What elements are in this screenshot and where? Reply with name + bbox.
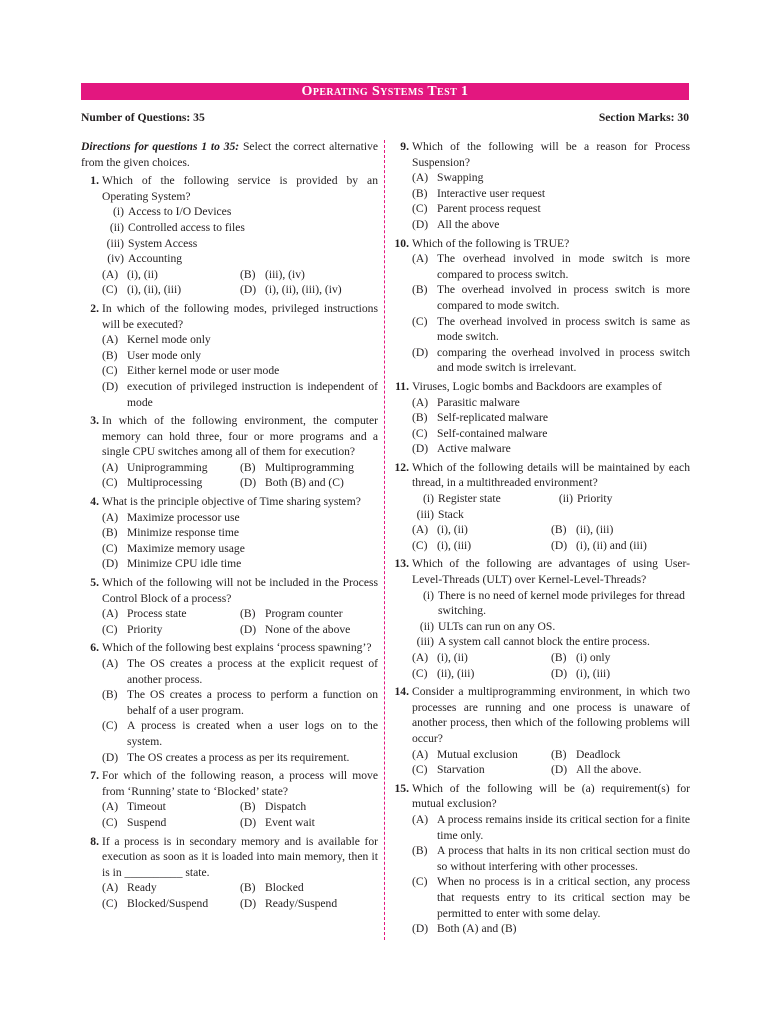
option-text: Minimize response time <box>127 526 240 540</box>
question-text: Viruses, Logic bombs and Backdoors are examples of <box>412 379 662 393</box>
statement-label: (ii) <box>419 619 434 633</box>
option-text: Interactive user request <box>437 186 546 200</box>
option-label: (B) <box>551 747 567 761</box>
option-text: Swapping <box>437 171 484 185</box>
option-row <box>102 267 378 283</box>
option-label: (D) <box>551 538 568 552</box>
statement-item <box>102 251 378 267</box>
option-label: (D) <box>240 476 257 490</box>
option-label: (A) <box>412 523 429 537</box>
option-text: (i), (ii) <box>127 267 158 281</box>
option-text: Maximize processor use <box>127 510 240 524</box>
option-text: Multiprogramming <box>265 460 354 474</box>
right-column <box>391 139 690 937</box>
option-label: (B) <box>240 607 256 621</box>
answer-option <box>102 687 378 718</box>
option-row <box>102 282 378 298</box>
answer-option <box>412 217 690 233</box>
option-row <box>102 460 378 476</box>
option-row <box>102 880 378 896</box>
option-label: (A) <box>102 800 119 814</box>
answer-option <box>240 475 378 491</box>
option-text: (ii), (iii) <box>576 523 614 537</box>
option-text: Program counter <box>265 607 343 621</box>
answer-option <box>102 815 240 831</box>
option-row <box>102 622 378 638</box>
statement-label: (ii) <box>109 220 124 234</box>
option-label: (C) <box>412 666 428 680</box>
option-text: The OS creates a process as per its requirement. <box>127 750 350 764</box>
answer-option <box>102 541 378 557</box>
answer-option <box>412 650 551 666</box>
option-text: A process remains inside its critical section for a finite time only. <box>437 812 690 842</box>
option-text: All the above. <box>576 763 642 777</box>
statement-label: (ii) <box>558 492 573 506</box>
option-text: (i) only <box>576 651 611 664</box>
answer-option <box>240 799 378 815</box>
option-text: (i), (iii) <box>437 538 472 552</box>
answer-option <box>102 896 240 912</box>
answer-option <box>240 896 378 912</box>
statement-text: Priority <box>577 492 613 506</box>
statement-label: (i) <box>113 205 124 219</box>
question-text: In which of the following modes, privileged instructions will be executed? <box>102 301 378 331</box>
question-number: 6. <box>90 641 99 655</box>
option-label: (A) <box>102 333 119 347</box>
option-text: Self-replicated malware <box>437 411 549 425</box>
question-number: 3. <box>90 414 99 428</box>
option-label: (C) <box>412 202 428 216</box>
option-text: The OS creates a process to perform a function on behalf of a user program. <box>127 688 378 717</box>
option-text: Parasitic malware <box>437 395 520 409</box>
answer-option <box>240 622 378 638</box>
option-label: (B) <box>412 283 428 297</box>
option-label: (C) <box>102 476 118 490</box>
question-text: Which of the following will not be included in the Process Control Block of a process? <box>102 576 378 605</box>
option-text: All the above <box>437 217 500 231</box>
option-label: (A) <box>412 747 429 761</box>
statement-item <box>412 619 690 635</box>
option-label: (B) <box>551 523 567 537</box>
option-text: Uniprogramming <box>127 460 208 474</box>
answer-option <box>412 441 690 457</box>
option-label: (D) <box>240 283 257 297</box>
statement-label: (iii) <box>106 236 124 250</box>
statement-item <box>551 491 690 507</box>
statement-text: Controlled access to files <box>128 220 245 234</box>
question-number: 5. <box>90 576 99 590</box>
answer-option <box>102 606 240 622</box>
option-label: (D) <box>240 896 257 910</box>
option-text: Priority <box>127 622 163 636</box>
question-number: 11. <box>395 379 409 393</box>
statement-label: (iii) <box>416 507 434 521</box>
question-number: 15. <box>394 781 409 795</box>
answer-option <box>551 666 690 682</box>
option-text: Event wait <box>265 815 315 829</box>
option-text: Kernel mode only <box>127 333 211 347</box>
option-text: User mode only <box>127 348 202 362</box>
option-label: (C) <box>102 719 118 733</box>
option-label: (B) <box>240 267 256 281</box>
answer-option <box>412 538 551 554</box>
question-number: 4. <box>90 495 99 509</box>
option-text: The overhead involved in process switch is more compared to mode switch. <box>437 283 690 312</box>
left-column <box>81 139 378 912</box>
option-text: Maximize memory usage <box>127 541 245 555</box>
statement-text: ULTs can run on any OS. <box>438 619 556 633</box>
column-divider <box>384 140 385 940</box>
option-label: (B) <box>412 844 428 858</box>
option-label: (B) <box>240 460 256 474</box>
option-label: (C) <box>102 364 118 378</box>
question-item <box>81 413 378 491</box>
option-label: (D) <box>551 763 568 777</box>
directions-text: Select the correct alternative from the given choices. <box>81 140 378 169</box>
option-text: Process state <box>127 607 187 621</box>
answer-option <box>102 348 378 364</box>
option-label: (A) <box>412 812 429 826</box>
question-number: 12. <box>394 460 409 474</box>
option-row <box>412 747 690 763</box>
question-text: Which of the following service is provided by an Operating System? <box>102 174 378 203</box>
answer-option <box>412 843 690 874</box>
option-text: (iii), (iv) <box>265 267 305 281</box>
question-item <box>391 139 690 233</box>
option-label: (A) <box>412 252 429 266</box>
option-text: (i), (ii) <box>437 523 468 537</box>
option-label: (A) <box>412 651 429 664</box>
option-text: Ready <box>127 881 157 895</box>
option-label: (C) <box>102 815 118 829</box>
question-number: 2. <box>90 301 99 315</box>
question-number: 10. <box>394 236 409 250</box>
option-label: (B) <box>412 411 428 425</box>
answer-option <box>102 460 240 476</box>
question-item <box>81 834 378 912</box>
option-text: The OS creates a process at the explicit request of another process. <box>127 657 378 686</box>
answer-option <box>412 747 551 763</box>
option-text: Timeout <box>127 800 166 814</box>
option-label: (D) <box>412 922 429 936</box>
option-text: The overhead involved in mode switch is more compared to process switch. <box>437 252 690 281</box>
answer-option <box>412 395 690 411</box>
statement-label: (iii) <box>416 635 434 649</box>
number-of-questions: Number of Questions: 35 <box>81 111 205 124</box>
option-label: (C) <box>412 314 428 328</box>
answer-option <box>240 606 378 622</box>
left-question-list <box>81 173 378 911</box>
option-row <box>412 538 690 554</box>
option-text: (i), (iii) <box>576 666 611 680</box>
statement-label: (iv) <box>107 252 124 266</box>
option-text: Multiprocessing <box>127 476 203 490</box>
statement-text: System Access <box>128 236 198 250</box>
option-row <box>102 896 378 912</box>
question-text: Which of the following details will be maintained by each thread, in a multithreaded environment? <box>412 460 690 490</box>
question-number: 7. <box>90 769 99 783</box>
answer-option <box>240 282 378 298</box>
answer-option <box>102 267 240 283</box>
statement-item <box>412 491 551 507</box>
question-text: If a process is in secondary memory and is available for execution as soon as it is loaded into main memory, then it is in __________ state. <box>102 834 378 879</box>
question-text: Which of the following are advantages of using User-Level-Threads (ULT) over Kernel-Level-Threads? <box>412 557 690 587</box>
option-text: None of the above <box>265 622 351 636</box>
answer-option <box>102 475 240 491</box>
statement-item <box>102 204 378 220</box>
option-text: comparing the overhead involved in process switch and mode switch is irrelevant. <box>437 345 690 375</box>
answer-option <box>551 522 690 538</box>
option-text: execution of privileged instruction is independent of mode <box>127 379 378 409</box>
answer-option <box>412 314 690 345</box>
question-text: Which of the following is TRUE? <box>412 236 570 250</box>
answer-option <box>102 363 378 379</box>
option-row <box>102 815 378 831</box>
right-question-list <box>391 139 690 937</box>
answer-option <box>102 379 378 410</box>
question-number: 1. <box>90 174 99 188</box>
answer-option <box>102 718 378 749</box>
option-label: (C) <box>412 426 428 440</box>
option-label: (B) <box>102 526 118 540</box>
statement-text: A system call cannot block the entire process. <box>438 635 650 649</box>
option-label: (D) <box>102 750 119 764</box>
option-text: Minimize CPU idle time <box>127 557 242 571</box>
option-text: Blocked <box>265 881 304 895</box>
question-item <box>81 575 378 637</box>
question-text: Consider a multiprogramming environment, in which two processes are running and one process is unaware of another process, then which of the following problems will occur? <box>412 685 690 745</box>
answer-option <box>412 921 690 937</box>
answer-option <box>412 812 690 843</box>
question-item <box>391 460 690 554</box>
question-item <box>81 640 378 765</box>
option-label: (B) <box>240 800 256 814</box>
option-row <box>412 666 690 682</box>
statement-text: Accounting <box>128 252 183 266</box>
option-label: (D) <box>551 666 568 680</box>
question-item <box>391 781 690 937</box>
answer-option <box>412 666 551 682</box>
option-row <box>412 522 690 538</box>
option-text: Dispatch <box>265 800 307 814</box>
answer-option <box>240 880 378 896</box>
question-text: For which of the following reason, a process will move from ‘Running’ state to ‘Blocked’ state? <box>102 769 378 798</box>
option-label: (C) <box>102 541 118 555</box>
answer-option <box>102 282 240 298</box>
option-label: (D) <box>102 379 119 393</box>
answer-option <box>412 410 690 426</box>
option-label: (C) <box>412 763 428 777</box>
option-text: (i), (ii) <box>437 651 468 664</box>
question-number: 8. <box>90 834 99 848</box>
option-label: (A) <box>102 267 119 281</box>
answer-option <box>412 251 690 282</box>
question-item <box>81 173 378 298</box>
answer-option <box>102 656 378 687</box>
question-number: 13. <box>394 557 409 571</box>
statement-label: (i) <box>423 588 434 602</box>
option-text: Suspend <box>127 815 167 829</box>
answer-option <box>551 747 690 763</box>
answer-option <box>412 201 690 217</box>
answer-option <box>240 267 378 283</box>
answer-option <box>240 460 378 476</box>
answer-option <box>412 186 690 202</box>
option-label: (D) <box>240 622 257 636</box>
option-label: (D) <box>412 217 429 231</box>
option-label: (C) <box>412 875 428 889</box>
option-text: Either kernel mode or user mode <box>127 364 280 378</box>
option-label: (B) <box>412 186 428 200</box>
directions <box>81 139 378 170</box>
statement-item <box>412 588 690 619</box>
question-item <box>81 768 378 830</box>
option-text: Ready/Suspend <box>265 896 338 910</box>
option-label: (C) <box>412 538 428 552</box>
answer-option <box>551 538 690 554</box>
question-text: Which of the following best explains ‘process spawning’? <box>102 641 372 655</box>
answer-option <box>412 282 690 313</box>
answer-option <box>412 426 690 442</box>
answer-option <box>102 622 240 638</box>
option-label: (A) <box>412 171 429 185</box>
answer-option <box>412 762 551 778</box>
answer-option <box>551 650 690 666</box>
question-text: Which of the following will be a reason for Process Suspension? <box>412 140 690 169</box>
option-text: Deadlock <box>576 747 621 761</box>
option-label: (B) <box>551 651 567 664</box>
option-text: (i), (ii), (iii), (iv) <box>265 283 342 297</box>
option-label: (A) <box>102 510 119 524</box>
option-text: Both (B) and (C) <box>265 476 344 490</box>
statement-text: Stack <box>438 507 464 521</box>
test-title-banner: Operating Systems Test 1 <box>81 83 689 100</box>
option-label: (C) <box>102 896 118 910</box>
answer-option <box>102 799 240 815</box>
option-label: (C) <box>102 622 118 636</box>
answer-option <box>412 345 690 376</box>
answer-option <box>102 880 240 896</box>
option-label: (B) <box>240 881 256 895</box>
option-label: (B) <box>102 688 118 702</box>
option-text: (i), (ii), (iii) <box>127 283 182 297</box>
option-text: A process that halts in its non critical section must do so without interfering with other processes. <box>437 844 690 873</box>
option-label: (D) <box>240 815 257 829</box>
statement-text: There is no need of kernel mode privileges for thread switching. <box>438 588 685 618</box>
question-text: What is the principle objective of Time sharing system? <box>102 495 361 509</box>
option-label: (D) <box>102 557 119 571</box>
option-row <box>102 475 378 491</box>
question-item <box>391 236 690 376</box>
statement-row <box>412 491 690 507</box>
option-text: The overhead involved in process switch is same as mode switch. <box>437 314 690 344</box>
option-label: (D) <box>412 442 429 456</box>
option-row <box>412 650 690 666</box>
option-label: (C) <box>102 283 118 297</box>
question-item <box>81 494 378 572</box>
option-label: (A) <box>102 657 119 670</box>
statement-text: Register state <box>438 492 501 506</box>
section-marks: Section Marks: 30 <box>598 111 689 124</box>
statement-item <box>412 634 690 650</box>
option-label: (A) <box>102 881 119 895</box>
option-label: (A) <box>412 395 429 409</box>
option-text: (i), (ii) and (iii) <box>576 538 647 552</box>
option-text: Parent process request <box>437 202 541 216</box>
statement-item <box>102 220 378 236</box>
statement-item <box>102 236 378 252</box>
question-number: 14. <box>394 685 409 699</box>
option-row <box>102 606 378 622</box>
answer-option <box>412 874 690 921</box>
option-row <box>102 799 378 815</box>
statement-text: Access to I/O Devices <box>128 205 232 219</box>
option-text: A process is created when a user logs on to the system. <box>127 719 378 748</box>
statement-label: (i) <box>423 492 434 506</box>
answer-option <box>412 170 690 186</box>
option-label: (A) <box>102 607 119 621</box>
answer-option <box>102 556 378 572</box>
option-row <box>412 762 690 778</box>
option-label: (D) <box>412 345 429 359</box>
option-text: When no process is in a critical section, any process that requests entry to its critical section may be permitted to enter with some delay. <box>437 875 690 920</box>
answer-option <box>102 750 378 766</box>
question-text: Which of the following will be (a) requirement(s) for mutual exclusion? <box>412 781 690 811</box>
question-item <box>81 301 378 410</box>
answer-option <box>102 510 378 526</box>
directions-label: Directions for questions 1 to 35: <box>81 140 240 153</box>
option-label: (A) <box>102 460 119 474</box>
answer-option <box>240 815 378 831</box>
option-text: Starvation <box>437 763 485 777</box>
option-text: (ii), (iii) <box>437 666 475 680</box>
question-text: In which of the following environment, the computer memory can hold three, four or more programs and a single CPU switches among all of them for execution? <box>102 414 378 459</box>
question-item <box>391 379 690 457</box>
option-text: Active malware <box>437 442 511 456</box>
statement-item <box>412 507 690 523</box>
answer-option <box>102 332 378 348</box>
question-item <box>391 556 690 681</box>
option-text: Mutual exclusion <box>437 747 518 761</box>
option-label: (B) <box>102 348 118 362</box>
answer-option <box>102 525 378 541</box>
answer-option <box>412 522 551 538</box>
answer-option <box>551 762 690 778</box>
question-number: 9. <box>400 140 409 153</box>
option-text: Both (A) and (B) <box>437 922 517 936</box>
option-text: Blocked/Suspend <box>127 896 209 910</box>
option-text: Self-contained malware <box>437 426 548 440</box>
question-item <box>391 684 690 778</box>
